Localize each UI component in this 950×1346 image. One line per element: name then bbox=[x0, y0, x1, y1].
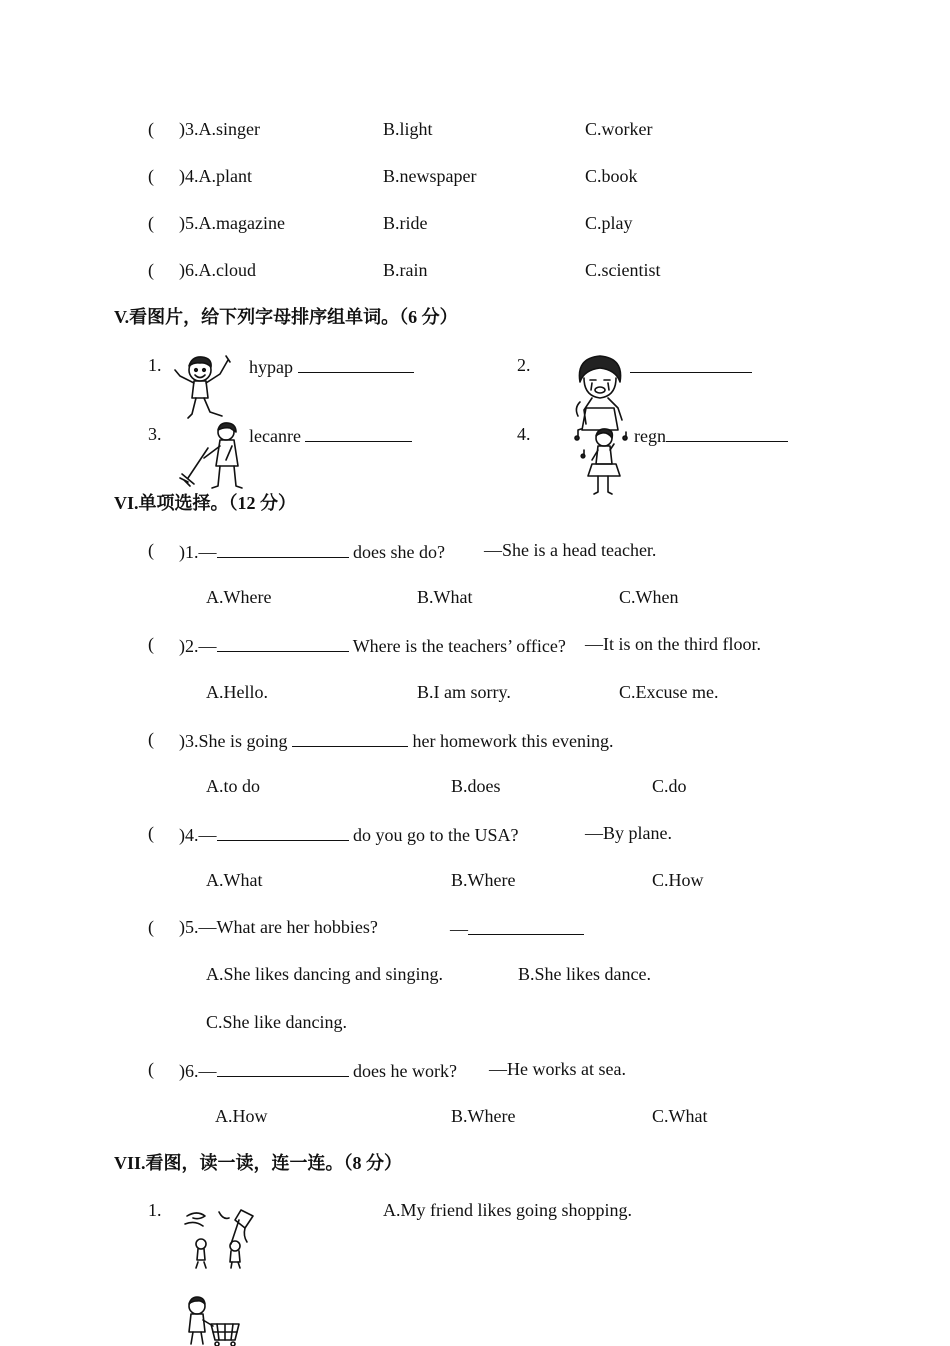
answer-paren[interactable]: ( bbox=[148, 213, 154, 233]
option-c[interactable]: C.How bbox=[652, 870, 704, 890]
answer-blank[interactable] bbox=[217, 1058, 349, 1077]
dialogue-dash: — bbox=[450, 919, 468, 939]
question-text bbox=[179, 633, 566, 657]
section-vi-heading: VI.单项选择。（12 分） bbox=[114, 493, 297, 513]
option-c[interactable]: C.She like dancing. bbox=[206, 1012, 347, 1032]
answer-blank[interactable] bbox=[630, 354, 752, 373]
option-a[interactable]: A.Where bbox=[206, 587, 272, 607]
answer-blank[interactable] bbox=[666, 423, 788, 442]
answer-blank[interactable] bbox=[292, 728, 408, 747]
option-c: C.book bbox=[585, 166, 638, 186]
option-c[interactable]: C.When bbox=[619, 587, 679, 607]
question-suffix: does she do? bbox=[353, 542, 445, 562]
question-text bbox=[179, 822, 519, 846]
answer-blank[interactable] bbox=[468, 916, 584, 935]
section-vii-heading: VII.看图，读一读，连一连。（8 分） bbox=[114, 1153, 403, 1173]
answer-paren[interactable]: ( bbox=[148, 1059, 154, 1079]
answer-paren[interactable]: ( bbox=[148, 119, 154, 139]
dialogue-answer bbox=[450, 916, 584, 940]
answer-blank[interactable] bbox=[217, 822, 349, 841]
scrambled-word bbox=[249, 423, 412, 447]
option-a: )3.A.singer bbox=[179, 119, 260, 139]
answer-paren[interactable]: ( bbox=[148, 729, 154, 749]
item-number: 1. bbox=[148, 355, 162, 375]
answer-paren[interactable]: ( bbox=[148, 260, 154, 280]
cleaner-icon bbox=[180, 418, 250, 490]
item-number: 2. bbox=[517, 355, 531, 375]
option-b[interactable]: B.Where bbox=[451, 1106, 516, 1126]
option-b[interactable]: B.I am sorry. bbox=[417, 682, 511, 702]
option-b[interactable]: B.She likes dance. bbox=[518, 964, 651, 984]
option-c[interactable]: C.Excuse me. bbox=[619, 682, 719, 702]
scrambled-word bbox=[634, 423, 788, 447]
scrambled-letters: lecanre bbox=[249, 426, 301, 446]
option-a: )6.A.cloud bbox=[179, 260, 256, 280]
answer-blank[interactable] bbox=[217, 633, 349, 652]
item-number: 4. bbox=[517, 424, 531, 444]
option-a[interactable]: A.Hello. bbox=[206, 682, 268, 702]
scrambled-word bbox=[630, 354, 752, 378]
section-v-heading: V.看图片，给下列字母排序组单词。（6 分） bbox=[114, 307, 458, 327]
question-text bbox=[179, 539, 445, 563]
answer-paren[interactable]: ( bbox=[148, 823, 154, 843]
question-text: )5.—What are her hobbies? bbox=[179, 917, 378, 937]
answer-paren[interactable]: ( bbox=[148, 917, 154, 937]
question-prefix: )2.— bbox=[179, 636, 217, 656]
matching-sentence[interactable]: A.My friend likes going shopping. bbox=[383, 1200, 632, 1220]
question-suffix: Where is the teachers’ office? bbox=[352, 636, 566, 656]
answer-blank[interactable] bbox=[217, 539, 349, 558]
option-a[interactable]: A.What bbox=[206, 870, 263, 890]
dialogue-answer: —It is on the third floor. bbox=[585, 634, 761, 654]
option-a[interactable]: A.How bbox=[215, 1106, 268, 1126]
shopping-man-icon bbox=[183, 1296, 245, 1346]
option-c: C.scientist bbox=[585, 260, 661, 280]
question-suffix: does he work? bbox=[353, 1061, 457, 1081]
question-prefix: )3.She is going bbox=[179, 731, 288, 751]
scrambled-letters: regn bbox=[634, 426, 666, 446]
item-number: 1. bbox=[148, 1200, 162, 1220]
answer-paren[interactable]: ( bbox=[148, 634, 154, 654]
question-suffix: do you go to the USA? bbox=[353, 825, 519, 845]
scrambled-letters: hypap bbox=[249, 357, 293, 377]
option-c: C.worker bbox=[585, 119, 653, 139]
singing-girl-icon bbox=[574, 424, 632, 498]
question-text bbox=[179, 728, 613, 752]
question-prefix: )1.— bbox=[179, 542, 217, 562]
dialogue-answer: —She is a head teacher. bbox=[484, 540, 657, 560]
option-b: B.newspaper bbox=[383, 166, 477, 186]
answer-paren[interactable]: ( bbox=[148, 166, 154, 186]
option-c: C.play bbox=[585, 213, 633, 233]
question-prefix: )4.— bbox=[179, 825, 217, 845]
question-suffix: her homework this evening. bbox=[412, 731, 614, 751]
happy-boy-icon bbox=[170, 352, 236, 424]
dialogue-answer: —He works at sea. bbox=[489, 1059, 626, 1079]
option-a[interactable]: A.to do bbox=[206, 776, 260, 796]
option-a: )5.A.magazine bbox=[179, 213, 285, 233]
option-c[interactable]: C.do bbox=[652, 776, 687, 796]
question-text bbox=[179, 1058, 457, 1082]
answer-blank[interactable] bbox=[305, 423, 412, 442]
scrambled-word bbox=[249, 354, 414, 378]
option-b: B.light bbox=[383, 119, 433, 139]
crying-girl-icon bbox=[570, 352, 632, 432]
option-c[interactable]: C.What bbox=[652, 1106, 708, 1126]
option-b[interactable]: B.What bbox=[417, 587, 473, 607]
option-b[interactable]: B.does bbox=[451, 776, 501, 796]
answer-blank[interactable] bbox=[298, 354, 414, 373]
option-b[interactable]: B.Where bbox=[451, 870, 516, 890]
kite-flying-icon bbox=[183, 1206, 261, 1270]
option-a[interactable]: A.She likes dancing and singing. bbox=[206, 964, 443, 984]
option-b: B.rain bbox=[383, 260, 428, 280]
item-number: 3. bbox=[148, 424, 162, 444]
dialogue-answer: —By plane. bbox=[585, 823, 672, 843]
option-a: )4.A.plant bbox=[179, 166, 252, 186]
option-b: B.ride bbox=[383, 213, 428, 233]
question-prefix: )6.— bbox=[179, 1061, 217, 1081]
answer-paren[interactable]: ( bbox=[148, 540, 154, 560]
